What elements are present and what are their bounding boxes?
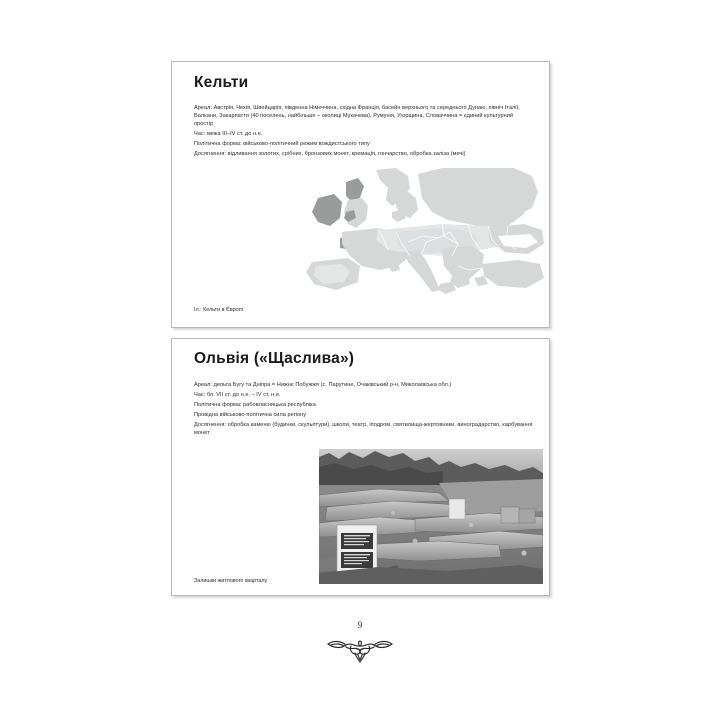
page-number: 9	[357, 620, 363, 630]
card-olbia-line-achievements: Досягнення: обробка каменю (будинки, скульптури), школи, театр, іподром, святилища-жертовники, виноградарство, карбування монет	[194, 422, 533, 437]
card-celts-line-political-form: Політична форма: військово-політичний режим вождистського типу	[194, 141, 370, 147]
card-olbia-line-time: Час: бл. VII ст. до н.е. – IV ст, н.е.	[194, 392, 281, 399]
card-olbia	[171, 338, 550, 596]
card-celts-line-time: Час: межа III–IV ст. до н.е.	[194, 130, 263, 137]
olbia-ruins-photo	[319, 449, 543, 584]
page-footer	[0, 620, 720, 667]
card-olbia-line-areal: Ареал: дельта Бугу та Дніпра = Нижнє Побужжя (с. Парутине, Очаківський р-н, Миколаївська обл.)	[194, 382, 452, 388]
card-celts-illustration-caption: Іл.: Кельти в Європі	[194, 307, 243, 313]
card-celts-line-achievements: Досягнення: відливання золотих, срібних, бронзових монет, кремація, гончарство, обробка заліза (мечі)	[194, 151, 466, 158]
card-celts-line-areal: Ареал: Австрія, Чехія, Швейцарія, південна Німеччина, східна Франція, басейн верхнього та середнього Дунаю, північ Італії, Балкани, Закарпаття (40 поселень, найбільше – околиці Мукачева), Румунія, Угорщина, Словаччина = єдиний культурний простір	[194, 105, 520, 127]
card-olbia-title: Ольвія («Щаслива»)	[194, 350, 355, 367]
card-olbia-line-political-form: Політична форма: рабовласницька республіка	[194, 402, 316, 409]
card-celts	[171, 61, 550, 328]
card-olbia-illustration-caption: Залишки житлового кварталу	[194, 578, 268, 584]
celtic-knot-ornament	[0, 633, 720, 667]
europe-map-image	[292, 166, 548, 300]
card-celts-title: Кельти	[194, 74, 249, 91]
card-olbia-line-leading-force: Провідна військово-політична сила регіону	[194, 412, 307, 419]
card-olbia-body	[194, 382, 534, 440]
card-celts-body	[194, 105, 532, 161]
